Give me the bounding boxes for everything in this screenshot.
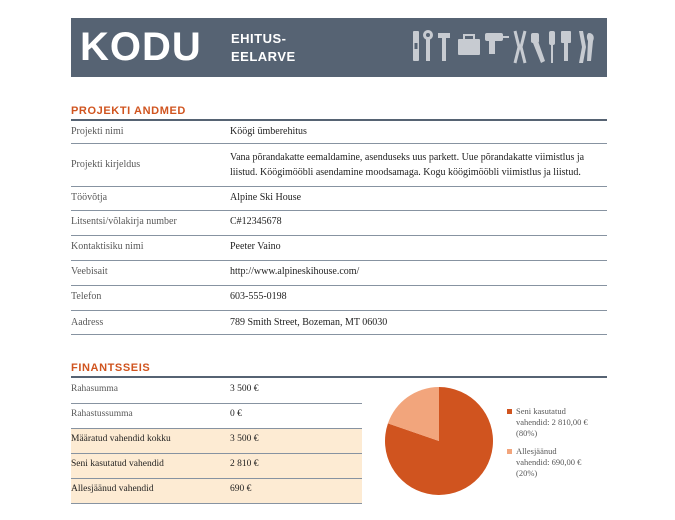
project-row	[71, 236, 607, 261]
project-row	[71, 144, 607, 187]
chart-legend	[507, 406, 607, 486]
total-amount-label: Rahasumma	[71, 384, 118, 394]
finance-row	[71, 379, 362, 404]
legend-spent-line1: Seni kasutatud	[516, 406, 566, 416]
legend-remaining-line2: vahendid: 690,00 €	[516, 457, 582, 467]
license-value: C#12345678	[230, 216, 282, 227]
finance-section-rule	[71, 376, 607, 378]
project-row	[71, 211, 607, 236]
legend-spent-line3: (80%)	[516, 428, 538, 438]
phone-value: 603-555-0198	[230, 291, 287, 302]
total-amount-value: 3 500 €	[230, 384, 259, 394]
project-description-value: Vana põrandakatte eemaldamine, asenduseks uus parkett. Uue põrandakatte viimistlus ja liistud. Köögimööbli asendamine moodsamaga. Kogu köögimööbli viimistlus ja liistud.	[230, 152, 585, 178]
spent-value: 2 810 €	[230, 459, 259, 469]
project-row	[71, 286, 607, 311]
tools-icon	[411, 27, 597, 69]
finance-row	[71, 404, 362, 429]
contractor-value: Alpine Ski House	[230, 192, 302, 203]
page-subtitle	[231, 30, 296, 66]
finance-row	[71, 479, 362, 504]
project-row	[71, 187, 607, 211]
funding-amount-value: 0 €	[230, 409, 242, 419]
remaining-label: Allesjäänud vahendid	[71, 484, 154, 494]
project-row	[71, 121, 607, 144]
allocated-total-label: Määratud vahendid kokku	[71, 434, 171, 444]
address-value: 789 Smith Street, Bozeman, MT 06030	[230, 317, 388, 328]
project-name-label: Projekti nimi	[71, 126, 124, 137]
remaining-value: 690 €	[230, 484, 252, 494]
legend-remaining-line3: (20%)	[516, 468, 538, 478]
finance-row	[71, 429, 362, 454]
page-title: KODU	[80, 25, 202, 69]
legend-item-spent	[507, 406, 607, 439]
project-section-title: PROJEKTI ANDMED	[71, 105, 186, 117]
subtitle-line-2: EELARVE	[231, 49, 296, 64]
subtitle-line-1: EHITUS-	[231, 31, 287, 46]
finance-section-title: FINANTSSEIS	[71, 362, 151, 374]
header-banner	[71, 18, 607, 77]
address-label: Aadress	[71, 317, 104, 328]
project-row	[71, 311, 607, 335]
legend-swatch-spent	[507, 409, 512, 414]
project-row	[71, 261, 607, 286]
contact-name-value: Peeter Vaino	[230, 241, 281, 252]
legend-item-remaining	[507, 446, 607, 479]
contact-name-label: Kontaktisiku nimi	[71, 241, 144, 252]
phone-label: Telefon	[71, 291, 102, 302]
legend-swatch-remaining	[507, 449, 512, 454]
spent-label: Seni kasutatud vahendid	[71, 459, 164, 469]
budget-pie-chart	[384, 386, 494, 496]
project-name-value: Köögi ümberehitus	[230, 126, 307, 137]
website-value: http://www.alpineskihouse.com/	[230, 266, 360, 277]
website-label: Veebisait	[71, 266, 108, 277]
legend-spent-line2: vahendid: 2 810,00 €	[516, 417, 588, 427]
legend-remaining-line1: Allesjäänud	[516, 446, 557, 456]
funding-amount-label: Rahastussumma	[71, 409, 133, 419]
license-label: Litsentsi/võlakirja number	[71, 216, 177, 227]
project-description-label: Projekti kirjeldus	[71, 159, 141, 170]
contractor-label: Töövõtja	[71, 192, 108, 203]
finance-row	[71, 454, 362, 479]
allocated-total-value: 3 500 €	[230, 434, 259, 444]
